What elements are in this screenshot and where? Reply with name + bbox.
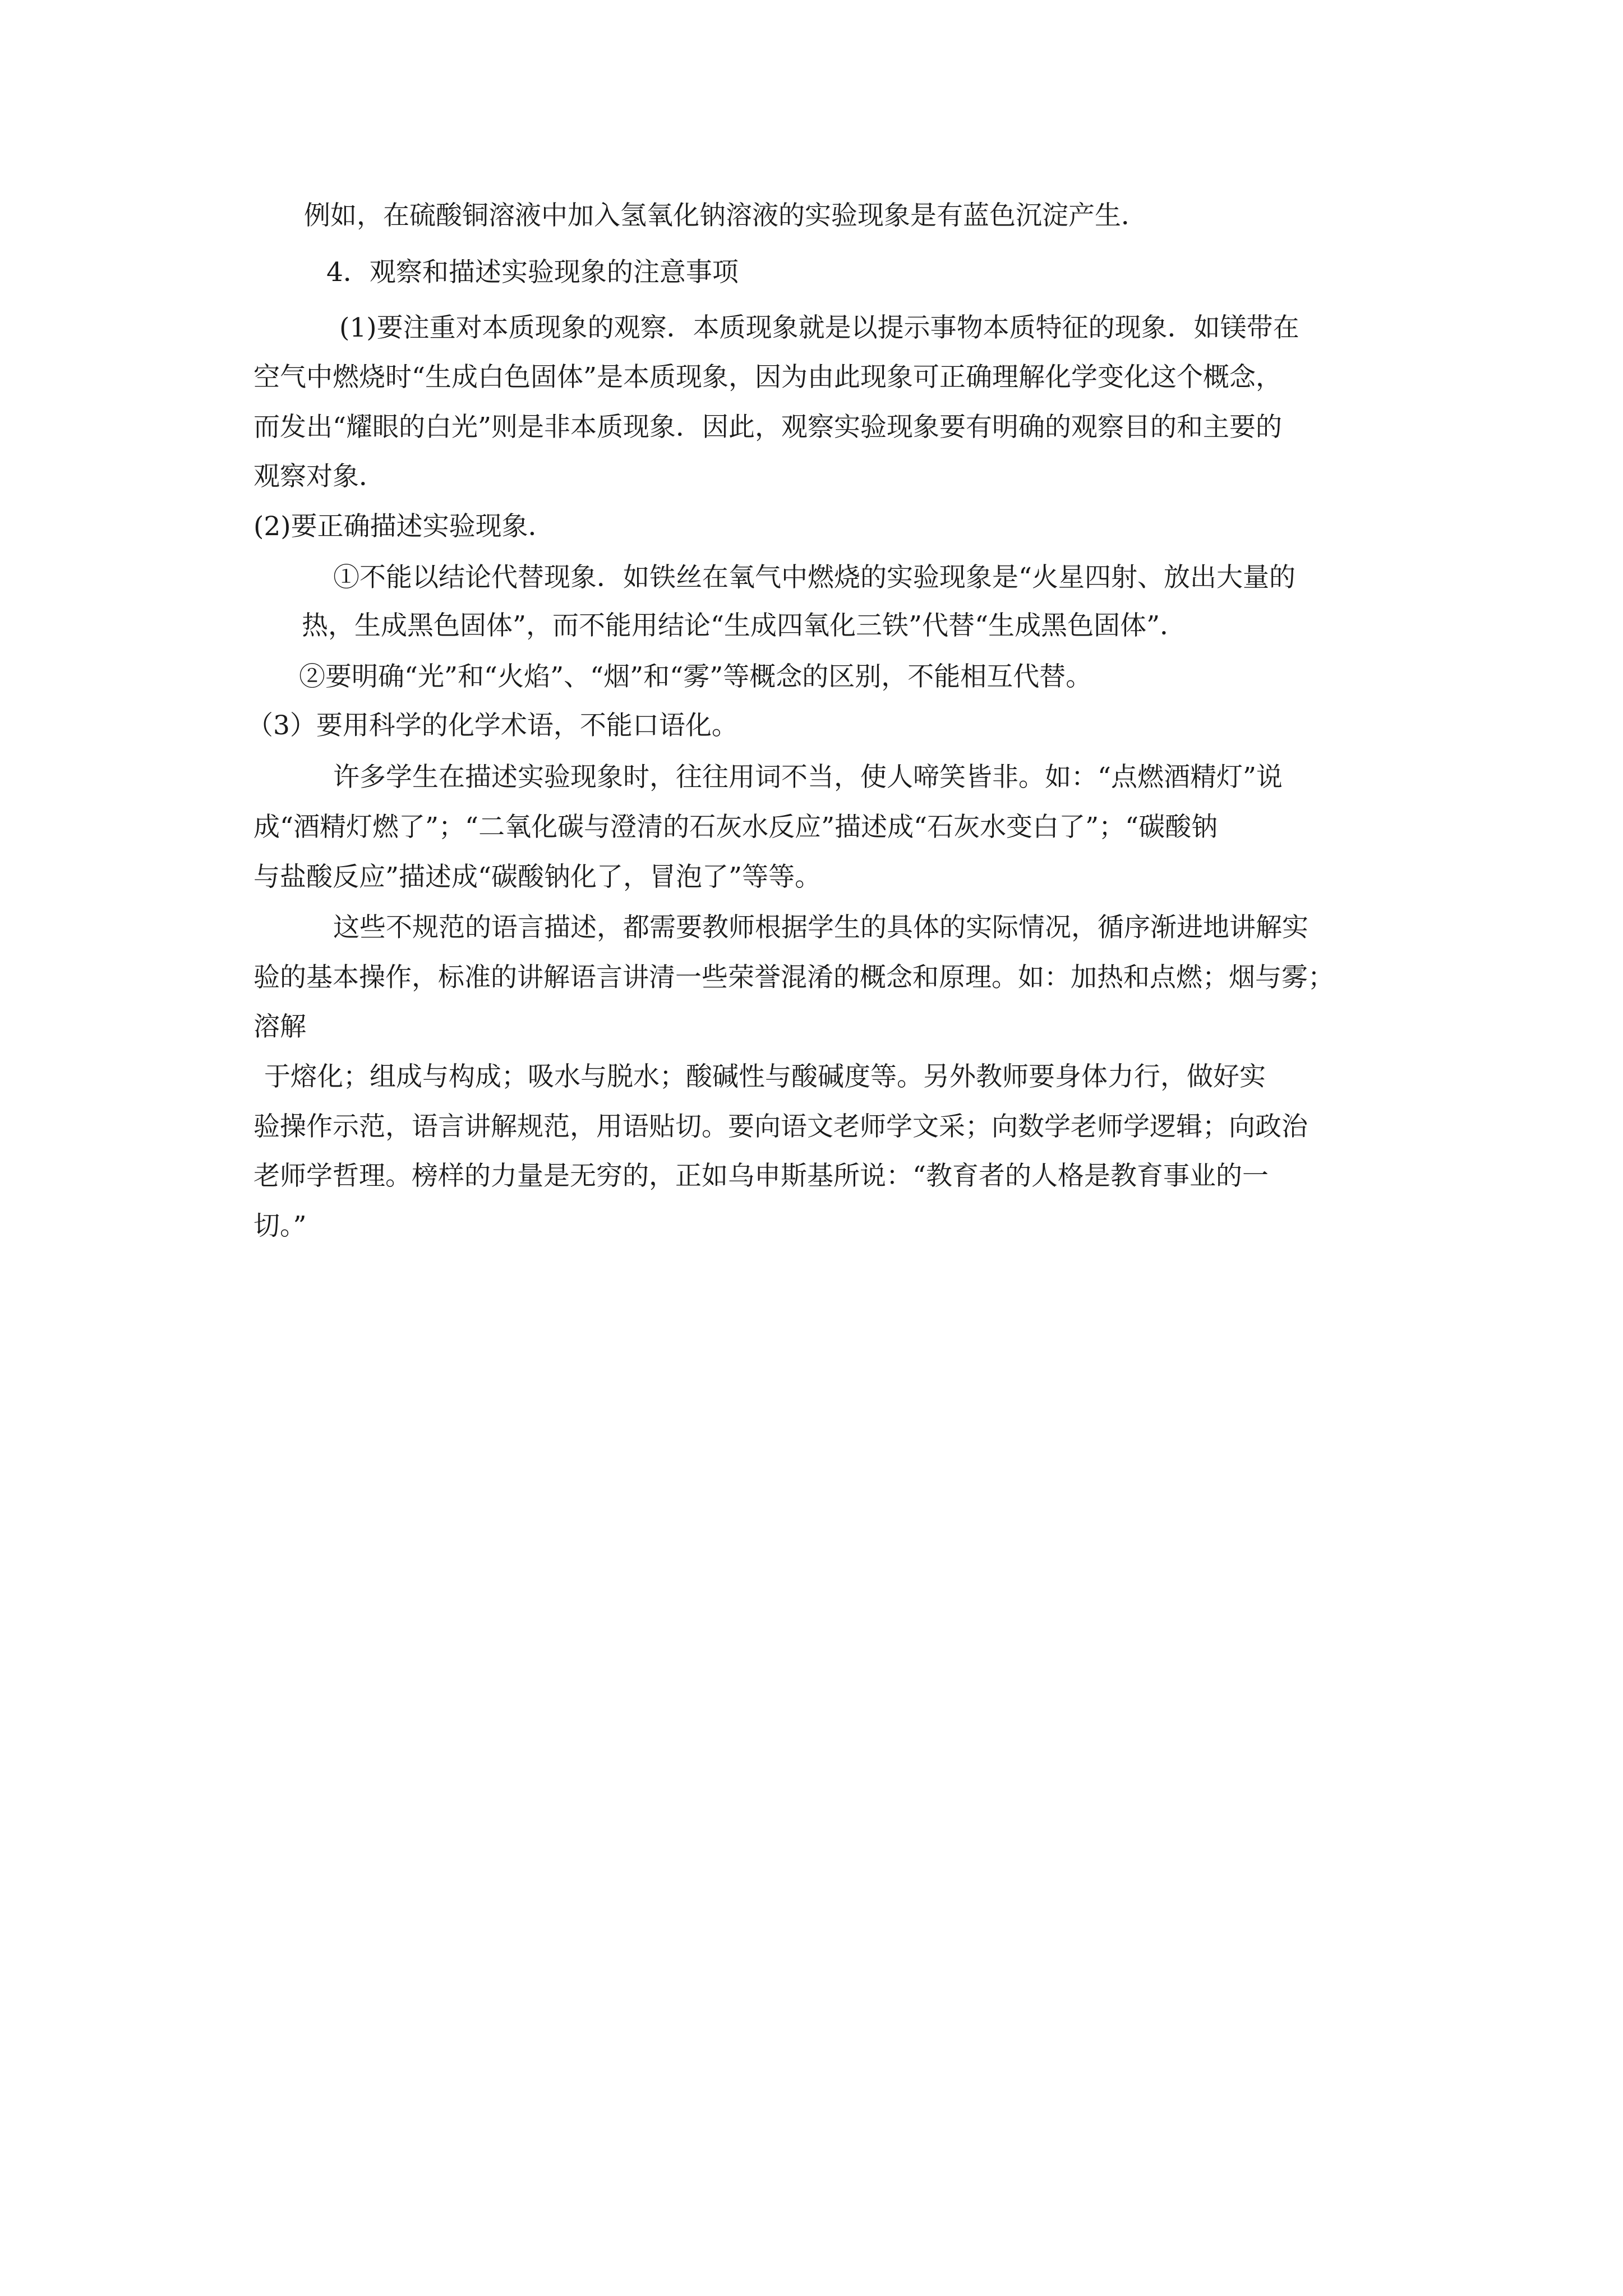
text-line-21: 切。”: [253, 1211, 307, 1241]
text-line-5: 而发出“耀眼的白光”则是非本质现象．因此，观察实验现象要有明确的观察目的和主要的: [253, 412, 1283, 443]
text-line-16: 验的基本操作，标准的讲解语言讲清一些荣誉混淆的概念和原理。如：加热和点燃；烟与雾；: [253, 962, 1334, 993]
text-line-1: 例如，在硫酸铜溶液中加入氢氧化钠溶液的实验现象是有蓝色沉淀产生．: [304, 200, 1147, 231]
text-line-18: 于熔化；组成与构成；吸水与脱水；酸碱性与酸碱度等。另外教师要身体力行，做好实: [264, 1061, 1266, 1092]
text-line-2: 4．观察和描述实验现象的注意事项: [326, 257, 739, 288]
text-line-10: ②要明确“光”和“火焰”、“烟”和“雾”等概念的区别，不能相互代替。: [299, 661, 1092, 692]
text-line-13: 成“酒精灯燃了”；“二氧化碳与澄清的石灰水反应”描述成“石灰水变白了”；“碳酸钠: [253, 812, 1218, 843]
text-line-3: (1)要注重对本质现象的观察．本质现象就是以提示事物本质特征的现象．如镁带在: [339, 312, 1299, 343]
text-line-7: (2)要正确描述实验现象．: [253, 511, 555, 542]
text-line-17: 溶解: [253, 1011, 306, 1042]
text-line-20: 老师学哲理。榜样的力量是无穷的，正如乌申斯基所说：“教育者的人格是教育事业的一: [253, 1161, 1269, 1191]
text-line-6: 观察对象．: [253, 461, 385, 492]
text-line-8: ①不能以结论代替现象．如铁丝在氧气中燃烧的实验现象是“火星四射、放出大量的: [333, 562, 1296, 593]
text-line-14: 与盐酸反应”描述成“碳酸钠化了，冒泡了”等等。: [253, 862, 822, 892]
text-line-15: 这些不规范的语言描述，都需要教师根据学生的具体的实际情况，循序渐进地讲解实: [333, 912, 1308, 943]
text-line-12: 许多学生在描述实验现象时，往往用词不当，使人啼笑皆非。如：“点燃酒精灯”说: [333, 762, 1283, 793]
text-line-4: 空气中燃烧时“生成白色固体”是本质现象，因为由此现象可正确理解化学变化这个概念，: [253, 362, 1283, 393]
text-line-11: （3）要用科学的化学术语，不能口语化。: [247, 710, 738, 741]
text-line-9: 热，生成黑色固体”，而不能用结论“生成四氧化三铁”代替“生成黑色固体”．: [302, 610, 1187, 641]
text-line-19: 验操作示范，语言讲解规范，用语贴切。要向语文老师学文采；向数学老师学逻辑；向政治: [253, 1111, 1308, 1142]
